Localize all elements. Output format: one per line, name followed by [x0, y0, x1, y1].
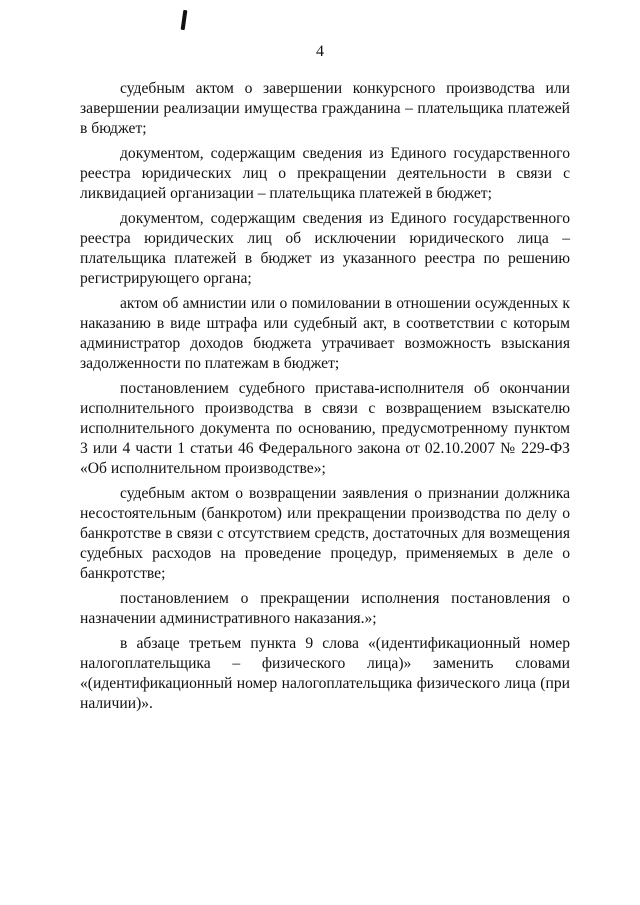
page-number: 4 — [316, 43, 324, 60]
paragraph: постановлением судебного пристава-исполнителя об окончании исполнительного производства в связи с возвращением взыскателю исполнительного документа по основанию, предусмотренному пунктом 3 или 4 части 1 статьи 46 Федерального закона от 02.10.2007 № 229-ФЗ «Об исполнительном производстве»; — [80, 380, 570, 477]
document-body — [80, 79, 570, 719]
paragraph: судебным актом о возвращении заявления о признании должника несостоятельным (банкротом) или прекращении производства по делу о банкротстве в связи с отсутствием средств, достаточных для возмещения судебных расходов на проведение процедур, применяемых в деле о банкротстве; — [80, 485, 570, 582]
paragraph: постановлением о прекращении исполнения постановления о назначении административного наказания.»; — [80, 590, 570, 627]
paragraph: документом, содержащим сведения из Единого государственного реестра юридических лиц об исключении юридического лица – плательщика платежей в бюджет из указанного реестра по решению регистрирующего органа; — [80, 210, 570, 287]
paragraph: документом, содержащим сведения из Единого государственного реестра юридических лиц о прекращении деятельности в связи с ликвидацией организации – плательщика платежей в бюджет; — [80, 145, 570, 202]
paragraph: актом об амнистии или о помиловании в отношении осужденных к наказанию в виде штрафа или судебный акт, в соответствии с которым администратор доходов бюджета утрачивает возможность взыскания задолженности по платежам в бюджет; — [80, 295, 570, 372]
scan-mark — [181, 10, 188, 30]
paragraph: в абзаце третьем пункта 9 слова «(идентификационный номер налогоплательщика – физического лица)» заменить словами «(идентификационный номер налогоплательщика физического лица (при наличии)». — [80, 635, 570, 712]
paragraph: судебным актом о завершении конкурсного производства или завершении реализации имущества гражданина – плательщика платежей в бюджет; — [80, 80, 570, 137]
